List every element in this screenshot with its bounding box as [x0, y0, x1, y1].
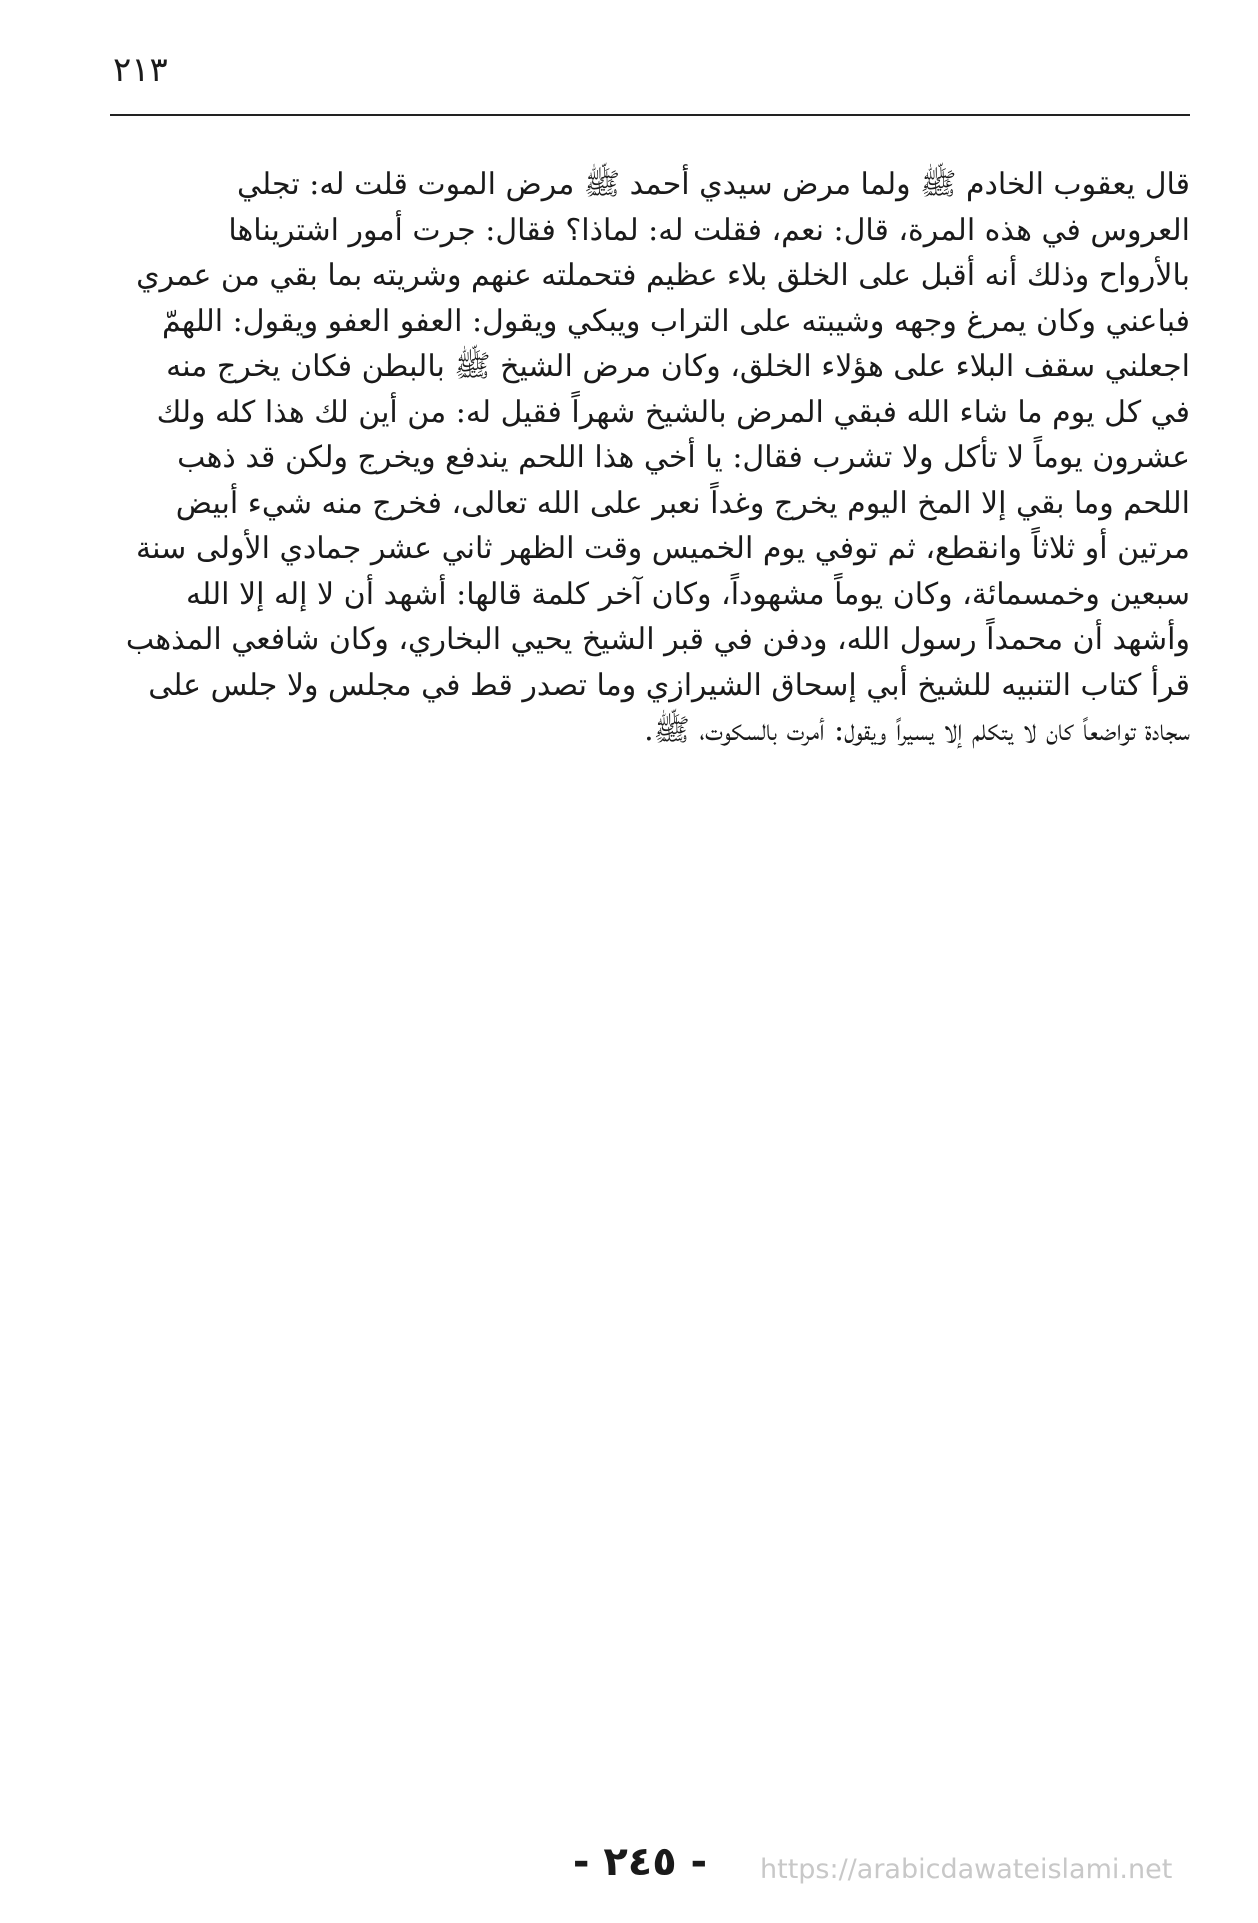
body-line: اجعلني سقف البلاء على هؤلاء الخلق، وكان مرض الشيخ ﷺ بالبطن فكان يخرج منه [166, 349, 1190, 384]
body-line: قرأ كتاب التنبيه للشيخ أبي إسحاق الشيرازي وما تصدر قط في مجلس ولا جلس على [148, 667, 1190, 703]
body-line: فباعني وكان يمرغ وجهه وشيبته على التراب ويبكي ويقول: العفو العفو ويقول: اللهمّ [161, 303, 1190, 339]
page-header-number: ٢١٣ [113, 50, 168, 90]
watermark-url: https://arabicdawateislami.net [760, 1854, 1173, 1885]
body-line: العروس في هذه المرة، قال: نعم، فقلت له: لماذا؟ فقال: جرت أمور اشتريناها [228, 212, 1190, 248]
body-line: سجادة تواضعاً كان لا يتكلم إلا يسيراً ويقول: أمرت بالسكوت، ﷺ. [644, 713, 1190, 748]
body-line: عشرون يوماً لا تأكل ولا تشرب فقال: يا أخي هذا اللحم يندفع ويخرج ولكن قد ذهب [177, 440, 1190, 475]
page-footer-number: - ٢٤٥ - [572, 1839, 708, 1885]
body-line: قال يعقوب الخادم ﷺ ولما مرض سيدي أحمد ﷺ مرض الموت قلت له: تجلي [237, 167, 1190, 202]
body-line: وأشهد أن محمداً رسول الله، ودفن في قبر الشيخ يحيي البخاري، وكان شافعي المذهب [125, 622, 1190, 657]
header-divider [110, 114, 1190, 116]
body-line: اللحم وما بقي إلا المخ اليوم يخرج وغداً نعبر على الله تعالى، فخرج منه شيء أبيض [175, 485, 1190, 521]
body-line: بالأرواح وذلك أنه أقبل على الخلق بلاء عظيم فتحملته عنهم وشريته بما بقي من عمري [136, 258, 1190, 293]
body-line: مرتين أو ثلاثاً وانقطع، ثم توفي يوم الخميس وقت الظهر ثاني عشر جمادي الأولى سنة [136, 531, 1190, 566]
body-text [108, 162, 1190, 754]
body-line: في كل يوم ما شاء الله فبقي المرض بالشيخ شهراً فقيل له: من أين لك هذا كله ولك [156, 394, 1190, 430]
body-line: سبعين وخمسمائة، وكان يوماً مشهوداً، وكان آخر كلمة قالها: أشهد أن لا إله إلا الله [185, 576, 1190, 612]
